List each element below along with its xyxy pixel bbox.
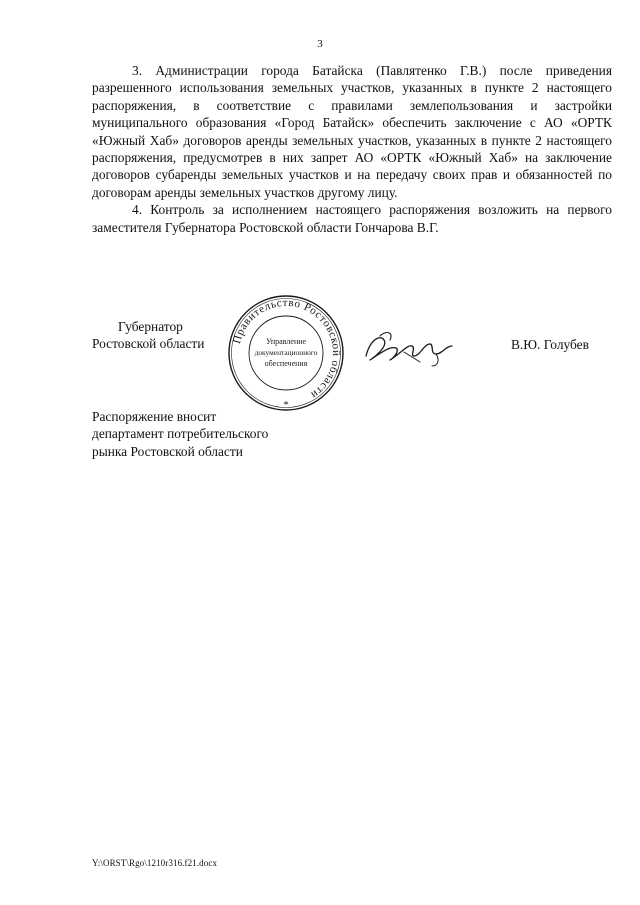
submitted-by-line3: рынка Ростовской области [92, 443, 243, 459]
seal-center-line3: обеспечения [264, 359, 308, 368]
file-path-footer: Y:\ORST\Rgo\1210r316.f21.docx [92, 858, 218, 868]
seal-star: * [283, 400, 289, 411]
document-body [92, 62, 612, 236]
signer-role [92, 318, 204, 352]
signer-role-title: Губернатор [118, 319, 183, 334]
submitted-by-line2: департамент потребительского [92, 426, 269, 442]
page-number: 3 [317, 38, 323, 50]
official-seal-stamp [226, 293, 346, 413]
submitted-by-line1: Распоряжение вносит [92, 409, 217, 424]
signer-role-region: Ростовской области [92, 336, 205, 351]
submitted-by-block [92, 408, 268, 460]
handwritten-signature [360, 326, 470, 370]
signer-name: В.Ю. Голубев [511, 337, 589, 352]
paragraph-3: 3. Администрации города Батайска (Павлятенко Г.В.) после приведения разрешенного использования земельных участков, указанных в пункте 2 настоящего распоряжения, в соответствие с правилами землепользования и застройки муниципального образования «Город Батайск» обеспечить заключение с АО «ОРТК «Южный Хаб» договоров аренды земельных участков, указанных в пункте 2 настоящего распоряжения, предусмотрев в них запрет АО «ОРТК «Южный Хаб» на заключение договоров субаренды земельных участков и на передачу своих прав и обязанностей по договорам аренды земельных участков другому лицу. [92, 63, 612, 200]
seal-center-line1: Управление [265, 337, 307, 346]
seal-ring-text: Правительство Ростовской области [230, 296, 343, 402]
seal-center-line2: документационного [254, 348, 318, 357]
paragraph-4: 4. Контроль за исполнением настоящего распоряжения возложить на первого заместителя Губернатора Ростовской области Гончарова В.Г. [92, 202, 612, 235]
